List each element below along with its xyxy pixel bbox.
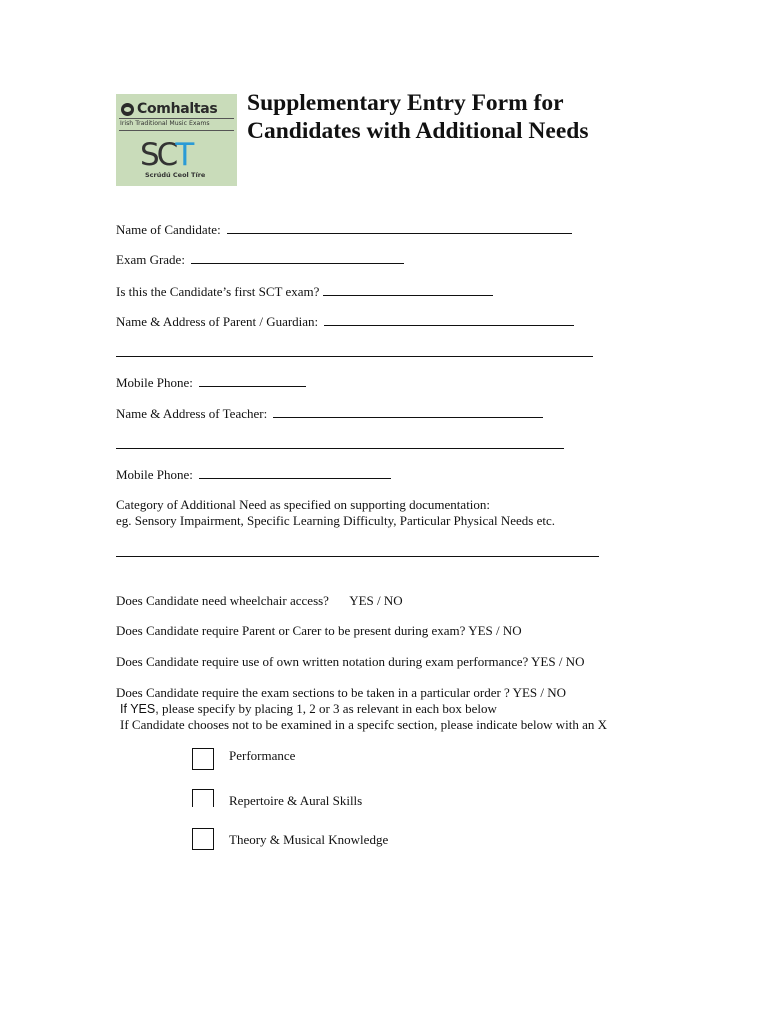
order-instruction-prefix: If YES, [120, 702, 159, 716]
logo-org-subtitle: Irish Traditional Music Exams [120, 120, 210, 127]
teacher-address-label: Name & Address of Teacher: [116, 406, 268, 421]
theory-knowledge-box[interactable] [192, 828, 214, 850]
parent-mobile-label: Mobile Phone: [116, 375, 193, 390]
candidate-name-row [116, 221, 572, 238]
logo-divider [119, 130, 234, 131]
first-exam-field[interactable] [323, 283, 493, 296]
teacher-mobile-field[interactable] [199, 466, 391, 479]
parent-mobile-row [116, 374, 306, 391]
performance-box[interactable] [192, 748, 214, 770]
order-instruction-text: please specify by placing 1, 2 or 3 as relevant in each box below [158, 701, 497, 716]
parent-present-question[interactable]: Does Candidate require Parent or Carer to be present during exam? YES / NO [116, 623, 522, 638]
teacher-address-line-2[interactable] [116, 448, 564, 449]
logo-sct-letters: SC [140, 137, 176, 173]
candidate-name-label: Name of Candidate: [116, 222, 221, 237]
title-line-1: Supplementary Entry Form for [247, 90, 564, 116]
exam-grade-row [116, 251, 404, 268]
teacher-address-field[interactable] [273, 405, 543, 418]
category-example: eg. Sensory Impairment, Specific Learning Difficulty, Particular Physical Needs etc. [116, 513, 555, 528]
comhaltas-emblem-icon [121, 103, 134, 116]
teacher-mobile-row [116, 466, 391, 483]
page-title [247, 89, 588, 145]
parent-mobile-field[interactable] [199, 374, 306, 387]
parent-address-line-2[interactable] [116, 356, 593, 357]
category-label: Category of Additional Need as specified on supporting documentation: [116, 497, 491, 512]
candidate-name-field[interactable] [227, 221, 572, 234]
parent-address-label: Name & Address of Parent / Guardian: [116, 314, 319, 329]
logo-sct-t: T [175, 137, 192, 173]
own-notation-question[interactable]: Does Candidate require use of own written notation during exam performance? YES / NO [116, 654, 585, 669]
first-exam-label: Is this the Candidate’s first SCT exam? [116, 284, 320, 299]
logo-divider [119, 118, 234, 119]
wheelchair-question [116, 593, 403, 609]
parent-address-row [116, 313, 574, 330]
logo-sct-mark [140, 137, 192, 173]
teacher-address-row [116, 405, 543, 422]
logo-tagline: Scrúdú Ceol Tíre [145, 171, 206, 179]
performance-label: Performance [229, 748, 296, 763]
not-examined-instruction: If Candidate chooses not to be examined in a specifc section, please indicate below with an X [120, 717, 607, 732]
repertoire-aural-label: Repertoire & Aural Skills [229, 793, 363, 808]
exam-grade-field[interactable] [191, 251, 404, 264]
comhaltas-sct-logo [116, 94, 237, 186]
exam-grade-label: Exam Grade: [116, 252, 185, 267]
section-order-question[interactable]: Does Candidate require the exam sections to be taken in a particular order ? YES / NO [116, 685, 567, 700]
first-exam-row [116, 283, 493, 300]
theory-knowledge-label: Theory & Musical Knowledge [229, 832, 389, 847]
repertoire-aural-box[interactable] [192, 789, 214, 807]
category-field[interactable] [116, 556, 599, 557]
wheelchair-yes-no[interactable]: YES / NO [349, 593, 403, 608]
title-line-2: Candidates with Additional Needs [247, 118, 589, 144]
logo-org-name: Comhaltas [137, 101, 218, 117]
wheelchair-label: Does Candidate need wheelchair access? [116, 593, 329, 608]
logo-header [119, 99, 234, 119]
teacher-mobile-label: Mobile Phone: [116, 467, 193, 482]
order-instruction [120, 701, 497, 717]
parent-address-field[interactable] [324, 313, 574, 326]
